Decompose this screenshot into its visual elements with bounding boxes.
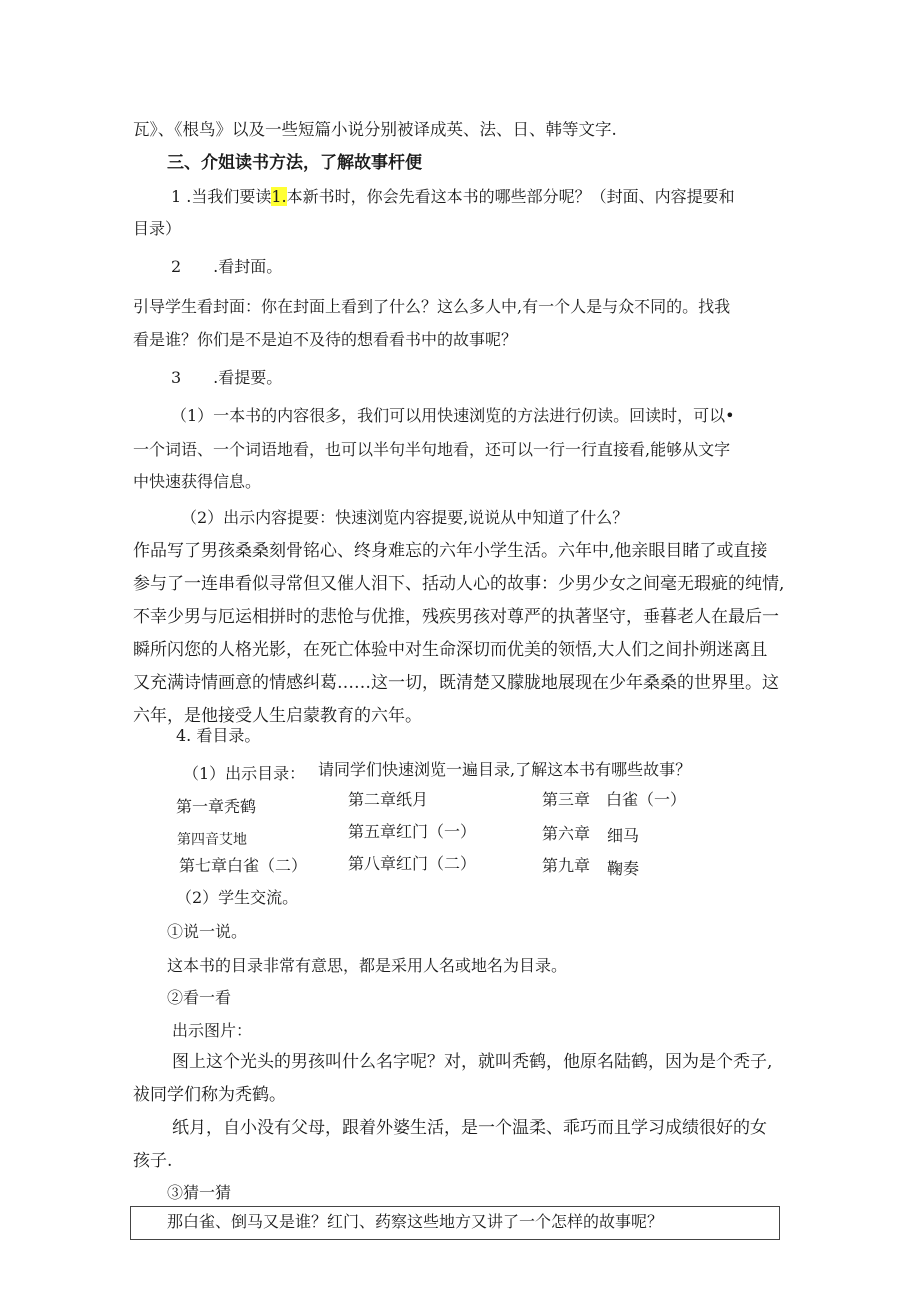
summary-line-6: 六年，是他接受人生启蒙教育的六年。 <box>133 706 422 726</box>
para-1-b: 一个词语、一个词语地看，也可以半句半句地看，还可以一行一行直接看,能够从文字 <box>133 440 731 459</box>
question-1-text-a: 1 .当我们要读 <box>171 187 272 206</box>
intro-line: 瓦》、《根鸟》以及一些短篇小说分别被译成英、法、日、韩等文字. <box>133 120 617 139</box>
toc-chapter-3: 第三章 白雀（一） <box>542 790 687 809</box>
summary-line-3: 不幸少男与厄运相拼时的悲怆与优推，残疾男孩对尊严的执著坚守，垂暮老人在最后一 <box>133 607 779 627</box>
step-2: 2 .看封面。 <box>171 257 283 276</box>
summary-line-5: 又充满诗情画意的情感纠葛……这一切，既清楚又朦胧地展现在少年桑桑的世界里。这 <box>133 673 779 693</box>
toc-chapter-9-title: 鞠奏 <box>607 859 640 878</box>
question-1 <box>171 187 735 207</box>
question-1-text-b: 本新书时，你会先看这本书的哪些部分呢？（封面、内容提要和 <box>286 187 735 206</box>
toc-chapter-6-label: 第六章 <box>542 824 591 843</box>
toc-chapter-2: 第二章纸月 <box>348 790 429 809</box>
toc-chapter-7: 第七章白雀（二） <box>179 856 308 875</box>
summary-line-4: 瞬所闪您的人格光影，在死亡体验中对生命深切而优美的领悟,大人们之间扑朔迷离且 <box>133 640 768 660</box>
guess-question: 那白雀、倒马又是谁？红门、药察这些地方又讲了一个怎样的故事呢？ <box>167 1212 664 1231</box>
share-step: （2）学生交流。 <box>176 888 299 907</box>
cover-text-b: 看是谁？你们是不是迫不及待的想看看书中的故事呢？ <box>133 330 518 349</box>
para-1-c: 中快速获得信息。 <box>133 472 262 491</box>
highlighted-number: 1. <box>271 187 287 206</box>
toc-chapter-9-label: 第九章 <box>542 856 591 875</box>
show-picture: 出示图片： <box>172 1021 253 1040</box>
say-heading: ①说一说。 <box>167 922 248 941</box>
para-1-a: （1）一本书的内容很多，我们可以用快速浏览的方法进行仞读。回读时，可以• <box>171 406 735 425</box>
toc-chapter-4: 第四音艾地 <box>177 832 247 848</box>
toc-chapter-6-title: 细马 <box>607 826 640 845</box>
summary-line-2: 参与了一连串看似寻常但又催人泪下、括动人心的故事：少男少女之间毫无瑕疵的纯情, <box>133 574 785 594</box>
look-heading: ②看一看 <box>167 988 232 1007</box>
step-3: 3 .看提要。 <box>171 368 283 387</box>
picture-text-b: 祓同学们称为秃鹤。 <box>133 1085 286 1105</box>
toc-chapter-5: 第五章红门（一） <box>348 822 477 841</box>
question-1-answer: 目录） <box>133 219 182 238</box>
picture-text-a: 图上这个光头的男孩叫什么名字呢？对，就叫秃鹤，他原名陆鹤，因为是个秃子, <box>172 1052 773 1072</box>
boxed-question <box>130 1206 780 1240</box>
zhiyue-text-a: 纸月，自小没有父母，跟着外婆生活，是一个温柔、乖巧而且学习成绩很好的女 <box>172 1118 767 1138</box>
summary-line-1: 作品写了男孩桑桑刻骨铭心、终身难忘的六年小学生活。六年中,他亲眼目睹了或直接 <box>133 541 768 561</box>
toc-prompt: 请同学们快速浏览一遍目录,了解这本书有哪些故事？ <box>318 760 692 779</box>
guess-heading: ③猜一猜 <box>167 1183 232 1202</box>
step-4: 4. 看目录。 <box>176 726 261 745</box>
para-2: （2）出示内容提要：快速浏览内容提要,说说从中知道了什么？ <box>181 508 629 527</box>
say-text: 这本书的目录非常有意思，都是采用人名或地名为目录。 <box>167 956 568 975</box>
toc-chapter-8: 第八章红门（二） <box>348 854 477 873</box>
cover-text-a: 引导学生看封面：你在封面上看到了什么？这么多人中,有一个人是与众不同的。找我 <box>133 297 731 316</box>
toc-label: （1）出示目录： <box>183 764 306 783</box>
zhiyue-text-b: 孩子. <box>133 1151 173 1171</box>
section-title: 三、介姐读书方法，了解故事杆便 <box>167 153 422 173</box>
toc-chapter-1: 第一章秃鹤 <box>176 797 257 816</box>
